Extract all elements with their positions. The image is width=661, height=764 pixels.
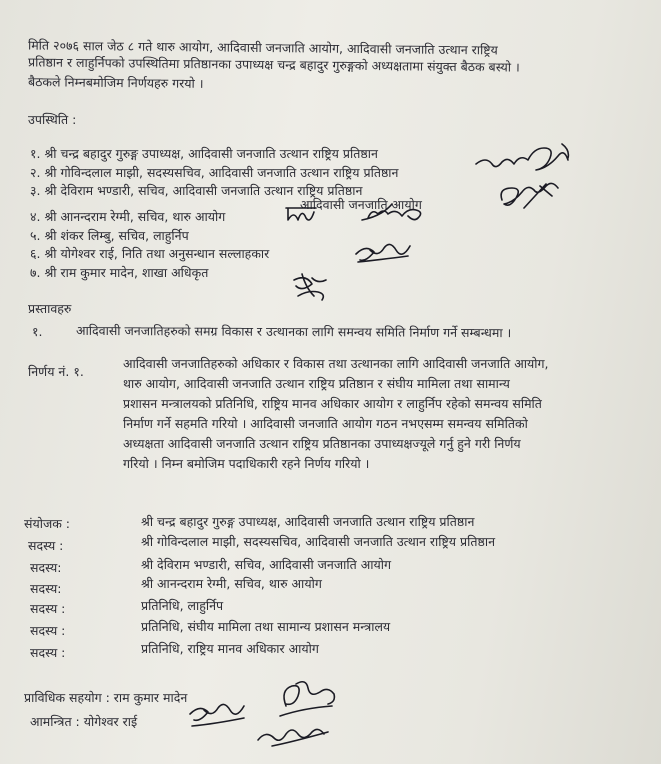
signature-6 [288, 270, 332, 306]
committee-role-3: सदस्य: [30, 560, 62, 575]
committee-role-7: सदस्य : [30, 645, 66, 660]
attendee-5: ५. श्री शंकर लिम्बु, सचिव, लाहुर्निप [30, 228, 189, 243]
committee-member-6: प्रतिनिधि, संघीय मामिला तथा सामान्य प्रशासन मन्त्रालय [141, 619, 391, 634]
intro-line-1: मिति २०७६ साल जेठ ८ गते थारु आयोग, आदिवासी जनजाति आयोग, आदिवासी जनजाति उत्थान राष्ट्रिय [27, 37, 498, 58]
committee-member-7: प्रतिनिधि, राष्ट्रिय मानव अधिकार आयोग [141, 641, 319, 656]
signature-5 [350, 240, 414, 268]
decision-1-line-2: थारु आयोग, आदिवासी जनजाति उत्थान राष्ट्रिय प्रतिष्ठान र संघीय मामिला तथा सामान्य [123, 376, 510, 391]
decision-1-label: निर्णय नं. १. [28, 364, 84, 379]
decision-1-line-1: आदिवासी जनजातिहरुको अधिकार र विकास तथा उत्थानका लागि आदिवासी जनजाति आयोग, [123, 356, 549, 371]
committee-member-1: श्री चन्द्र बहादुर गुरुङ्ग उपाध्यक्ष, आदिवासी जनजाति उत्थान राष्ट्रिय प्रतिष्ठान [141, 514, 475, 529]
proposal-1-number: १. [32, 324, 43, 339]
signature-2 [496, 180, 566, 214]
decision-1-line-6: गरियो । निम्न बमोजिम पदाधिकारी रहने निर्णय गरियो । [123, 456, 370, 471]
attendee-6: ६. श्री योगेश्वर राई, निति तथा अनुसन्धान सल्लाहकार [30, 246, 270, 261]
attendee-7: ७. श्री राम कुमार मादेन, शाखा अधिकृत [30, 265, 209, 280]
committee-role-6: सदस्य : [30, 623, 66, 638]
signature-9 [252, 720, 334, 750]
signature-4 [356, 200, 430, 226]
attendee-1: १. श्री चन्द्र बहादुर गुरुङ्ग उपाध्यक्ष, आदिवासी जनजाति उत्थान राष्ट्रिय प्रतिष्ठान [30, 146, 378, 161]
signature-8 [186, 700, 252, 732]
committee-member-5: प्रतिनिधि, लाहुर्निप [141, 598, 224, 613]
decision-1-line-5: अध्यक्षता आदिवासी जनजाति उत्थान राष्ट्रिय प्रतिष्ठानका उपाध्यक्षज्यूले गर्नु हुने गरी निर्णय [123, 436, 521, 451]
proposal-1-text: आदिवासी जनजातिहरुको समग्र विकास र उत्थानका लागि समन्वय समिति निर्माण गर्ने सम्बन्धमा । [75, 322, 512, 341]
attendee-3-continuation: आदिवासी जनजाति आयोग [300, 197, 422, 212]
signature-7 [272, 676, 344, 720]
committee-member-4: श्री आनन्दराम रेग्मी, सचिव, थारु आयोग [141, 576, 322, 591]
decision-1-line-4: निर्माण गर्ने सहमति गरियो । आदिवासी जनजाति आयोग गठन नभएसम्म समन्वय समितिको [123, 416, 528, 431]
intro-line-3: बैठकले निम्नबमोजिम निर्णयहरु गरयो । [27, 74, 204, 91]
decision-1-line-3: प्रशासन मन्त्रालयको प्रतिनिधि, राष्ट्रिय मानव अधिकार आयोग र लाहुर्निप रहेको समन्वय समिति [123, 396, 542, 411]
invited: आमन्त्रित : योगेश्वर राई [30, 714, 138, 729]
committee-role-2: सदस्य : [28, 538, 64, 553]
technical-support: प्राविधिक सहयोग : राम कुमार मादेन [24, 690, 188, 705]
committee-role-4: सदस्य: [30, 581, 62, 596]
committee-role-1: संयोजक : [24, 516, 70, 531]
attendee-2: २. श्री गोविन्दलाल माझी, सदस्यसचिव, आदिवासी जनजाति उत्थान राष्ट्रिय प्रतिष्ठान [30, 165, 399, 180]
attendance-heading: उपस्थिति : [28, 112, 77, 127]
committee-member-2: श्री गोविन्दलाल माझी, सदस्यसचिव, आदिवासी जनजाति उत्थान राष्ट्रिय प्रतिष्ठान [141, 534, 496, 549]
intro-line-2: प्रतिष्ठान र लाहुर्निपको उपस्थितिमा प्रतिष्ठानका उपाध्यक्ष चन्द्र बहादुर गुरुङ्गको अध्यक्षतामा संयुक्त बैठक बस्यो । [27, 54, 520, 75]
committee-member-3: श्री देविराम भण्डारी, सचिव, आदिवासी जनजाति आयोग [141, 557, 392, 572]
signature-3 [284, 202, 320, 224]
attendee-4: ४. श्री आनन्दराम रेग्मी, सचिव, थारु आयोग [30, 209, 226, 224]
signature-1 [472, 140, 592, 182]
attendee-3: ३. श्री देविराम भण्डारी, सचिव, आदिवासी जनजाति उत्थान राष्ट्रिय प्रतिष्ठान [30, 183, 363, 198]
proposals-heading: प्रस्तावहरु [28, 301, 72, 316]
committee-role-5: सदस्य : [30, 601, 66, 616]
